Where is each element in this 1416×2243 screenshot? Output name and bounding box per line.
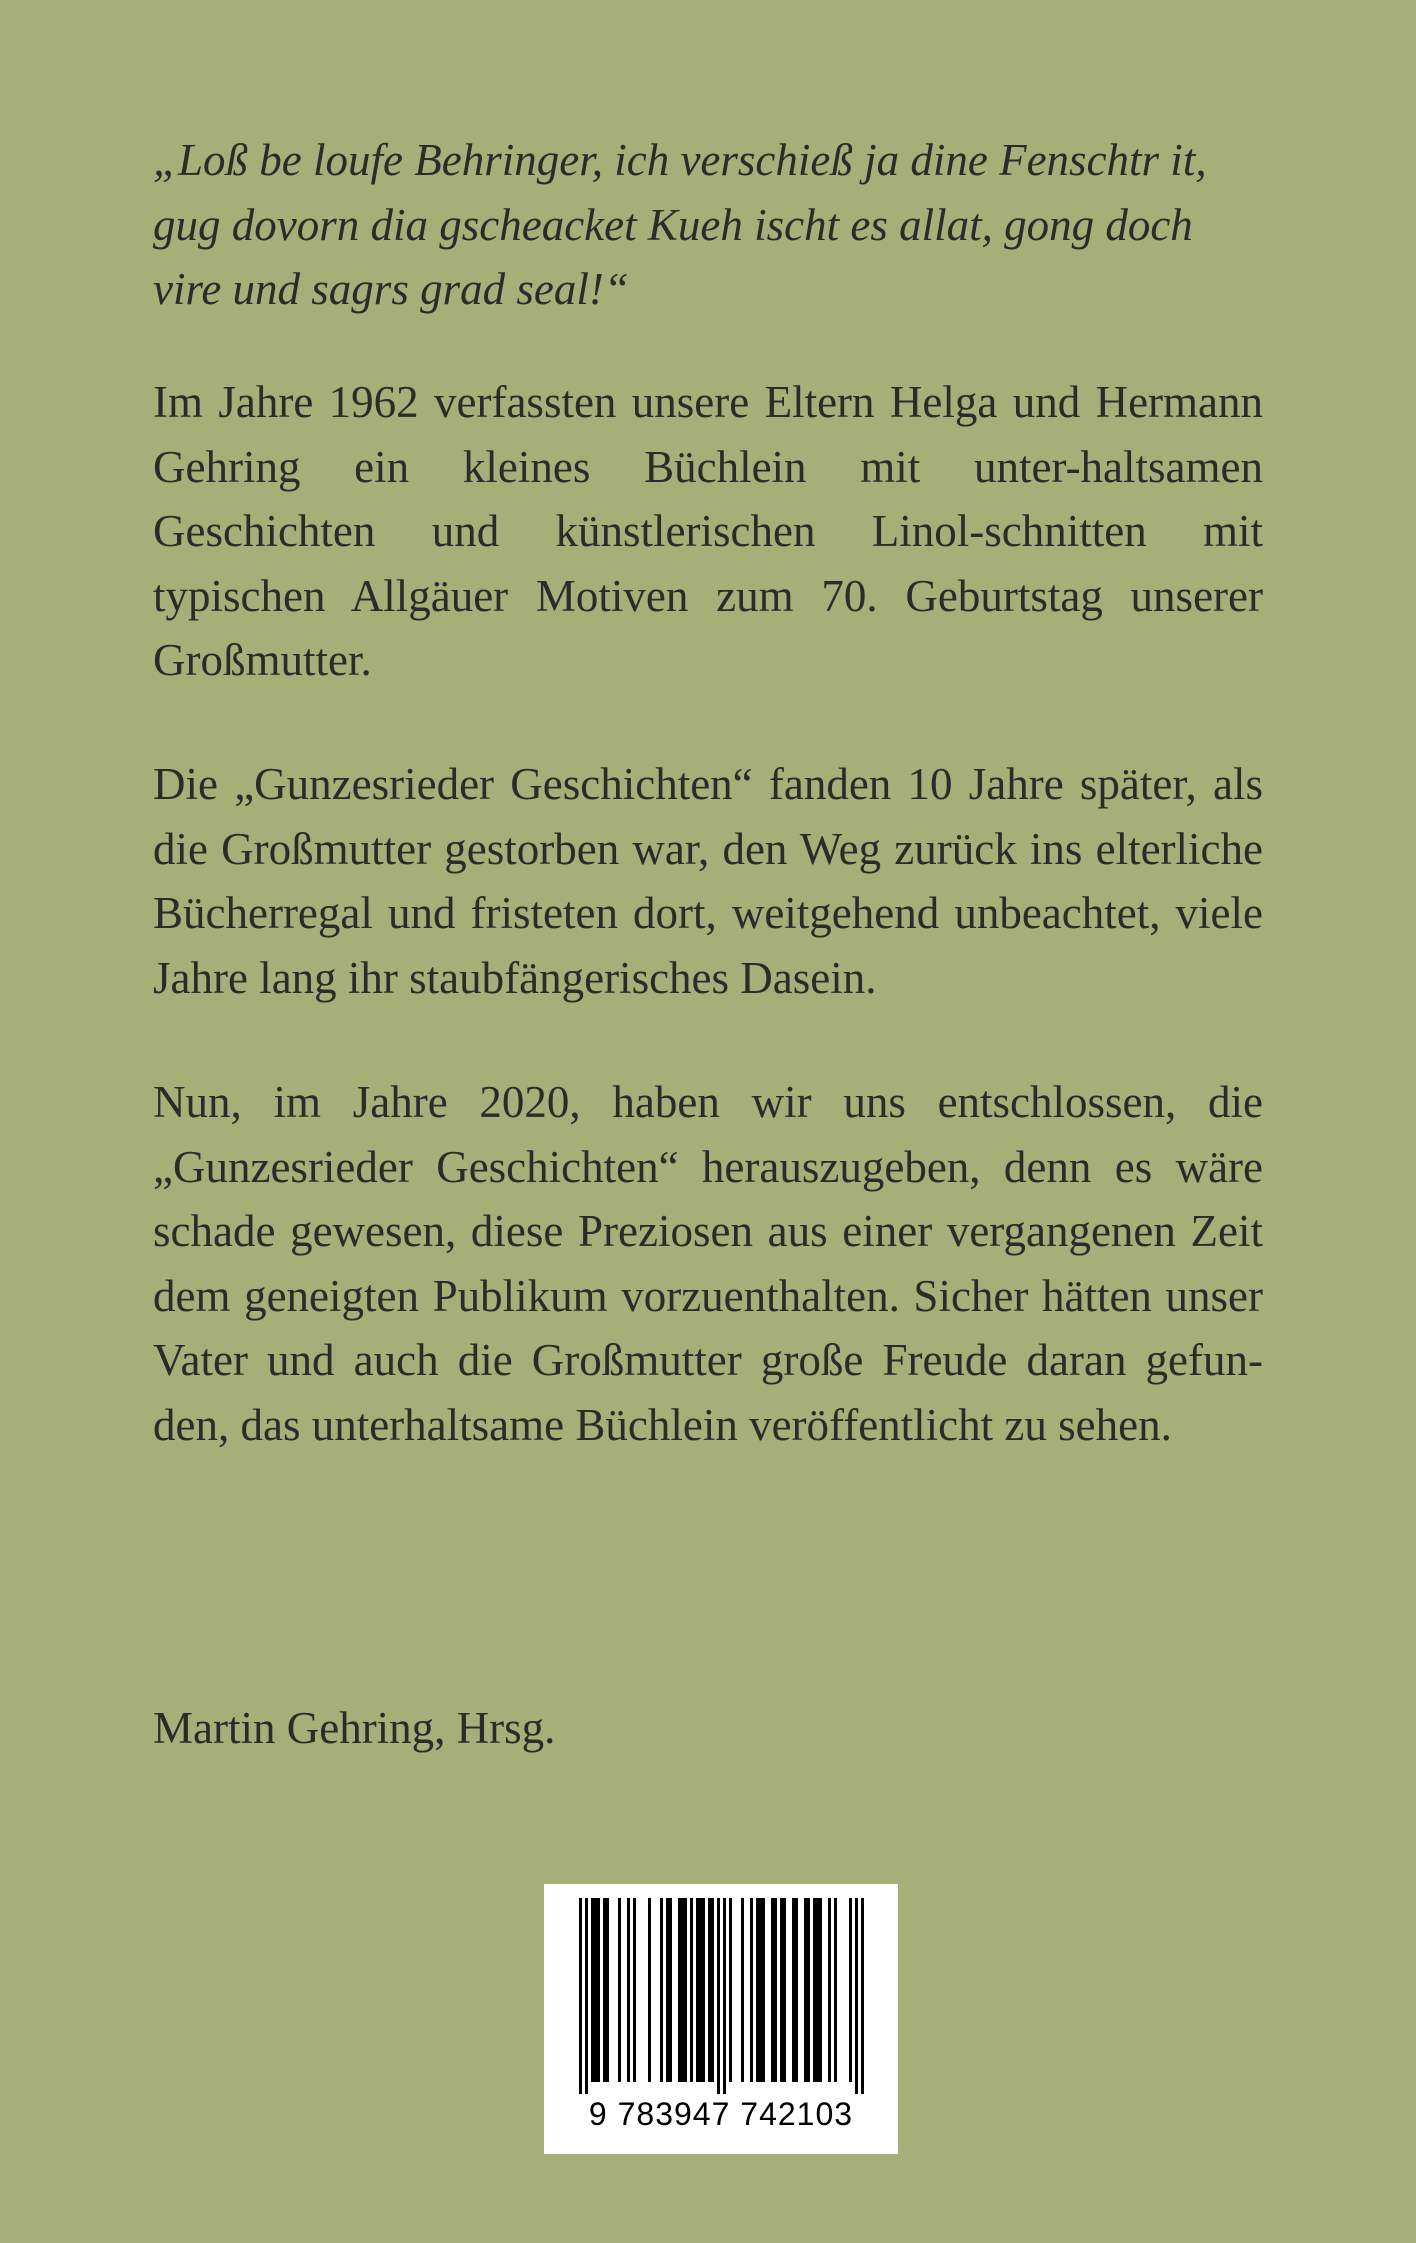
isbn-barcode — [544, 1884, 898, 2154]
paragraph-history: Die „Gunzesrieder Geschichten“ fanden 10 Jahre später, als die Großmutter gestorben war, den Weg zurück ins elterliche Bücherregal und fristeten dort, weitgehend unbeachtet, viele Jahre lang ihr staubfängerisches Dasein. — [153, 759, 1263, 1003]
barcode-bar — [756, 1898, 759, 2082]
paragraph-intro: Im Jahre 1962 verfassten unsere Eltern Helga und Hermann Gehring ein kleines Büchlein mit unter-haltsamen Geschichten und künstlerischen Linol-schnitten mit typischen Allgäuer Motiven zum 70. Geburtstag unserer Großmutter. — [153, 377, 1263, 685]
barcode-bar — [678, 1898, 681, 2082]
editor-signature: Martin Gehring, Hrsg. — [153, 1703, 556, 1753]
barcode-bar — [834, 1898, 837, 2082]
barcode-bar — [816, 1898, 819, 2082]
barcode-bar — [648, 1898, 651, 2082]
barcode-bar — [708, 1898, 711, 2082]
barcode-bar — [717, 1898, 720, 2094]
barcode-bar — [795, 1898, 798, 2082]
barcode-bar — [774, 1898, 777, 2082]
barcode-bar — [618, 1898, 621, 2082]
barcode-bar — [711, 1898, 714, 2082]
barcode-bar — [627, 1898, 630, 2082]
barcode-bar — [771, 1898, 774, 2082]
barcode-bar — [750, 1898, 753, 2082]
barcode-bar — [702, 1898, 705, 2082]
barcode-bar — [849, 1898, 852, 2082]
barcode-bar — [696, 1898, 699, 2082]
barcode-bar — [669, 1898, 672, 2082]
barcode-bar — [813, 1898, 816, 2082]
barcode-bar — [684, 1898, 687, 2082]
paragraph-publication: Nun, im Jahre 2020, haben wir uns entschlossen, die „Gunzesrieder Geschichten“ herauszugeben, denn es wäre schade gewesen, diese Preziosen aus einer vergangenen Zeit dem geneigten Publikum vorzuenthalten. Sicher hätten unser Vater und auch die Großmutter große Freude daran gefun-den, das unterhaltsame Büchlein veröffentlicht zu sehen. — [153, 1077, 1263, 1450]
barcode-bar — [807, 1898, 810, 2082]
barcode-bar — [603, 1898, 606, 2082]
barcode-bar — [792, 1898, 795, 2082]
barcode-bars — [544, 1884, 898, 2096]
barcode-bar — [606, 1898, 609, 2082]
barcode-bar — [666, 1898, 669, 2082]
barcode-bar — [597, 1898, 600, 2082]
barcode-bar — [828, 1898, 831, 2082]
barcode-bar — [804, 1898, 807, 2082]
barcode-bar — [690, 1898, 693, 2082]
barcode-bar — [783, 1898, 786, 2082]
barcode-bar — [759, 1898, 762, 2082]
barcode-bar — [741, 1898, 744, 2082]
barcode-bar — [699, 1898, 702, 2082]
barcode-digits: 9 783947 742103 — [588, 2096, 854, 2132]
barcode-bar — [681, 1898, 684, 2082]
barcode-bar — [762, 1898, 765, 2082]
barcode-bar — [861, 1898, 864, 2094]
barcode-bar — [660, 1898, 663, 2082]
barcode-bar — [819, 1898, 822, 2082]
barcode-bar — [591, 1898, 594, 2082]
barcode-bar — [594, 1898, 597, 2082]
barcode-bar — [780, 1898, 783, 2082]
cover-quote: „Loß be loufe Behringer, ich verschieß ja dine Fenschtr it, gug dovorn dia gscheacket Kueh ischt es allat, gong doch vire und sagrs grad seal!“ — [153, 135, 1207, 314]
barcode-bar — [855, 1898, 858, 2094]
barcode-bar — [585, 1898, 588, 2094]
barcode-bar — [729, 1898, 732, 2082]
barcode-bar — [723, 1898, 726, 2094]
barcode-bar — [633, 1898, 636, 2082]
barcode-bar — [579, 1898, 582, 2094]
